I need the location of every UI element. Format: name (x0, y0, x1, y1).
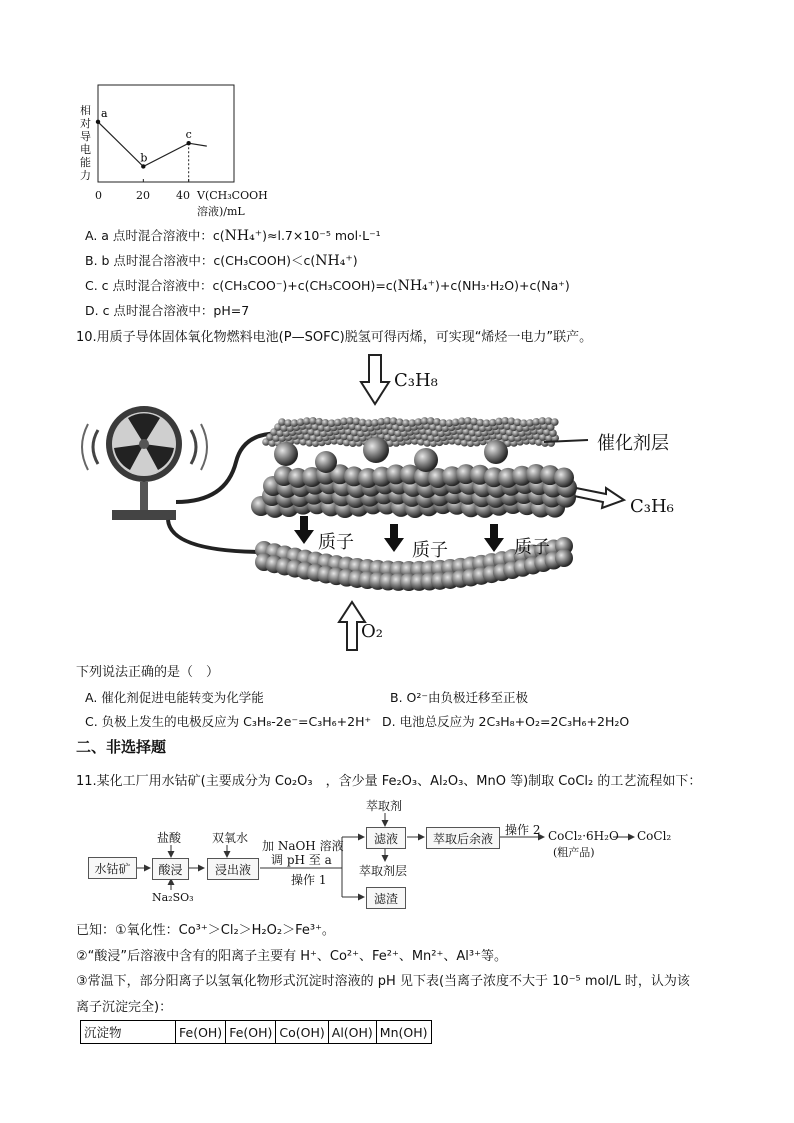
table-header-cell: Fe(OH) (176, 1021, 226, 1044)
chart-ylabel-char: 对 (80, 117, 91, 130)
q11-known-2: ②“酸浸”后溶液中含有的阳离子主要有 H⁺、Co²⁺、Fe²⁺、Mn²⁺、Al³⁺等。 (76, 949, 507, 964)
option-c-prefix: C. c 点时混合溶液中：c(CH₃COO⁻)+c(CH₃COOH)=c( (85, 278, 398, 293)
flow-crude: (粗产品) (553, 846, 595, 859)
flow-op2: 操作 2 (505, 823, 541, 837)
q11-flowchart (84, 793, 704, 913)
proton-label-3: 质子 (514, 537, 550, 558)
flow-product: CoCl₂·6H₂O (548, 829, 619, 843)
flow-op1: 操作 1 (291, 873, 327, 887)
c3h6-label: C₃H₆ (630, 496, 674, 517)
q10-option-b: B. O²⁻由负极迁移至正极 (390, 690, 528, 705)
option-c-ion: NH₄⁺ (397, 278, 436, 294)
flow-leachate-box: 浸出液 (207, 858, 259, 880)
flow-cocl2: CoCl₂ (637, 829, 672, 843)
fuel-cell-figure (76, 352, 716, 657)
c3h6-arrow-icon (574, 488, 624, 508)
q11-known-3b: 离子沉淀完全)： (76, 1000, 173, 1015)
q9-option-a (85, 226, 381, 244)
flow-residue-box: 滤渣 (366, 887, 406, 909)
particle-sphere (554, 468, 574, 488)
particle-sphere (315, 451, 337, 473)
c3h8-arrow-icon (361, 355, 389, 404)
q9-option-c (85, 276, 570, 294)
flow-raffinate-box: 萃取后余液 (426, 827, 500, 849)
option-a-suffix: )≈l.7×10⁻⁵ mol·L⁻¹ (262, 228, 381, 243)
flow-hcl: 盐酸 (157, 831, 182, 845)
q9-chart (76, 82, 276, 222)
chart-xlabel-line2: 溶液)/mL (197, 205, 245, 218)
wire-bottom (168, 520, 266, 552)
particle-sphere (484, 440, 508, 464)
chart-point-label-b: b (140, 151, 148, 165)
flow-naoh-1: 加 NaOH 溶液 (262, 839, 344, 853)
table-row (81, 1021, 432, 1044)
chart-xlabel-line1: V(CH₃COOH (197, 189, 268, 202)
chart-point-a (96, 120, 100, 124)
c3h8-label: C₃H₈ (394, 370, 438, 391)
chart-point-label-c: c (185, 128, 192, 142)
q10-option-a: A. 催化剂促进电能转变为化学能 (85, 690, 264, 705)
chart-ylabel (80, 104, 92, 182)
particle-sphere (414, 448, 438, 472)
catalyst-label: 催化剂层 (597, 433, 669, 454)
o2-label: O₂ (361, 621, 383, 642)
option-b-ion: NH₄⁺ (315, 253, 353, 269)
chart-point-label-a: a (101, 106, 108, 120)
flow-ore-box: 水钴矿 (88, 857, 137, 879)
particle-sphere (363, 437, 389, 463)
flow-acid-leach-box: 酸浸 (152, 858, 189, 880)
flow-na2so3: Na₂SO₃ (152, 891, 194, 904)
option-c-suffix: )+c(NH₃·H₂O)+c(Na⁺) (435, 278, 570, 293)
option-b-suffix: ) (352, 253, 358, 268)
chart-ylabel-char: 能 (80, 156, 91, 169)
q9-option-b (85, 251, 358, 269)
option-a-ion: NH₄⁺ (224, 228, 263, 244)
proton-label-2: 质子 (412, 540, 448, 561)
chart-xtick-20: 20 (136, 189, 150, 202)
anode-catalyst-slab (251, 417, 577, 518)
proton-label-1: 质子 (318, 532, 354, 553)
q9-option-d: D. c 点时混合溶液中：pH=7 (85, 303, 250, 318)
chart-ylabel-char: 电 (80, 143, 91, 156)
option-a-prefix: A. a 点时混合溶液中：c( (85, 228, 225, 243)
table-header-cell: Fe(OH) (226, 1021, 276, 1044)
q10-option-d: D. 电池总反应为 2C₃H₈+O₂=2C₃H₆+2H₂O (382, 714, 630, 729)
chart-ylabel-char: 导 (80, 130, 91, 143)
chart-xtick-40: 40 (176, 189, 190, 202)
table-header-cell: Co(OH) (276, 1021, 328, 1044)
flow-naoh-2: 调 pH 至 a (271, 853, 332, 867)
chart-ylabel-char: 力 (80, 169, 91, 182)
chart-xtick-0: 0 (95, 189, 102, 202)
flow-organic-layer: 萃取剂层 (359, 864, 408, 878)
precipitation-table (80, 1020, 432, 1044)
q11-known-3a: ③常温下，部分阳离子以氢氧化物形式沉淀时溶液的 pH 见下表(当离子浓度不大于 10⁻⁵ mol/L 时，认为该 (76, 974, 690, 989)
chart-frame (98, 85, 234, 182)
q10-question: 下列说法正确的是（ ） (76, 665, 220, 680)
table-header-cell: 沉淀物 (81, 1021, 176, 1044)
flow-extractant: 萃取剂 (366, 799, 403, 813)
table-header-cell: Mn(OH) (376, 1021, 431, 1044)
option-b-prefix: B. b 点时混合溶液中：c(CH₃COOH)＜c( (85, 253, 316, 268)
particle-sphere (551, 418, 559, 426)
q10-option-c: C. 负极上发生的电极反应为 C₃H₈-2e⁻=C₃H₆+2H⁺ (85, 714, 372, 729)
chart-ylabel-char: 相 (80, 104, 91, 117)
chart-point-b (141, 164, 145, 168)
particle-sphere (274, 442, 298, 466)
q11-known-1: 已知：①氧化性：Co³⁺＞Cl₂＞H₂O₂＞Fe³⁺。 (76, 923, 335, 938)
particle-sphere (555, 549, 573, 567)
chart-point-c (186, 141, 190, 145)
flow-filtrate-box: 滤液 (366, 827, 406, 849)
fuel-cell-svg (76, 352, 716, 657)
flow-h2o2: 双氧水 (212, 831, 249, 845)
q11-stem: 11.某化工厂用水钴矿(主要成分为 Co₂O₃ ，含少量 Fe₂O₃、Al₂O₃、MnO 等)制取 CoCl₂ 的工艺流程如下： (76, 774, 702, 789)
section-heading: 二、非选择题 (76, 738, 167, 756)
table-header-cell: Al(OH) (328, 1021, 376, 1044)
q10-stem: 10.用质子导体固体氧化物燃料电池(P—SOFC)脱氢可得丙烯，可实现“烯烃一电力”联产。 (76, 330, 593, 345)
